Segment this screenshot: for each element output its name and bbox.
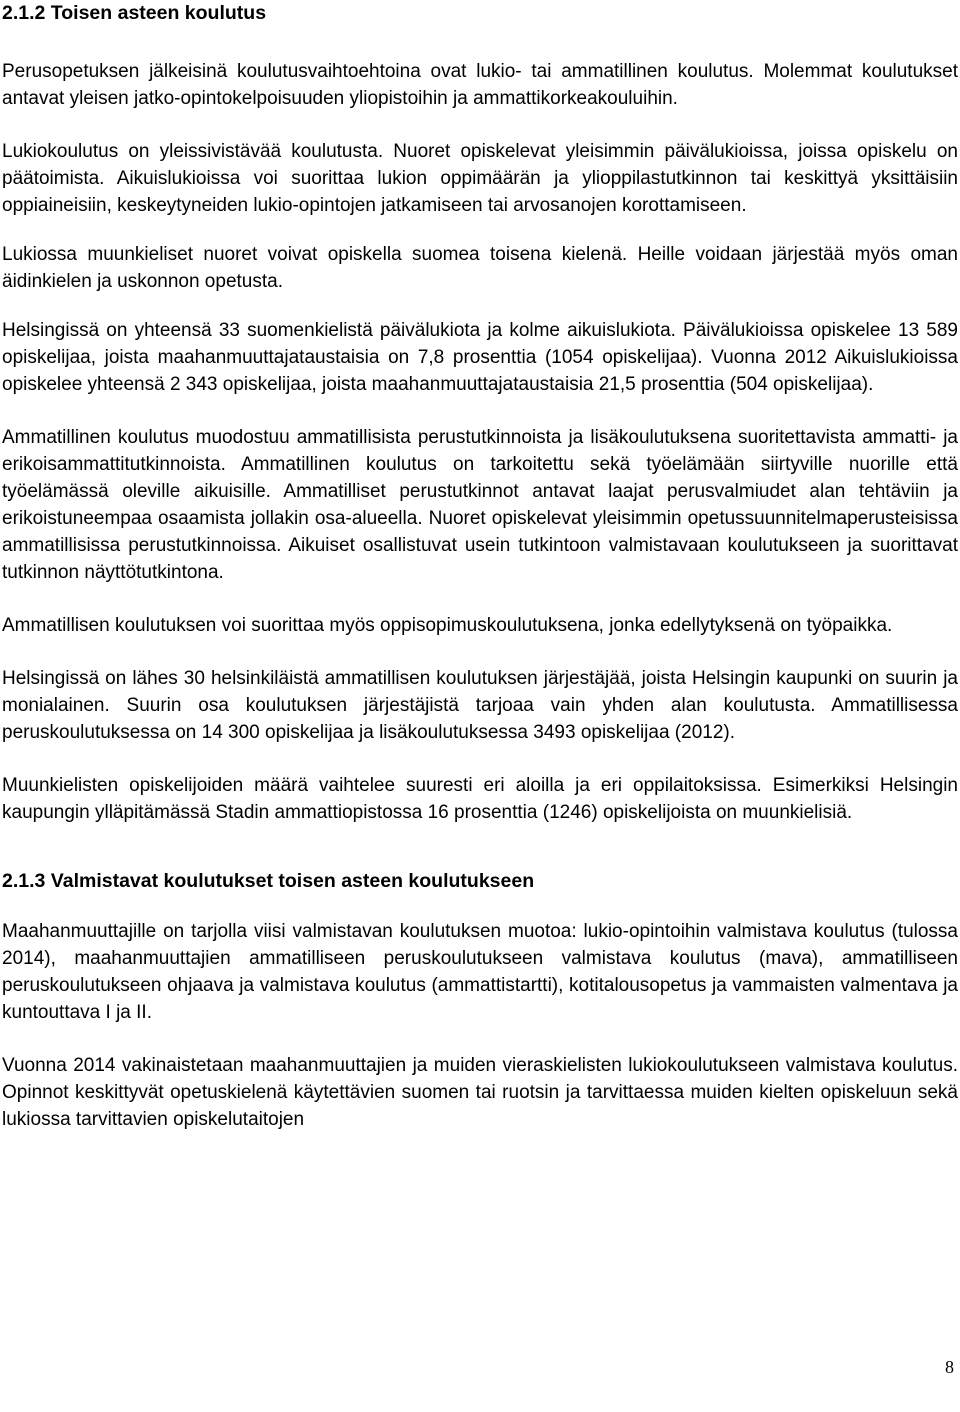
paragraph-vocational-education: Ammatillinen koulutus muodostuu ammatillisista perustutkinnoista ja lisäkoulutuksena suoritettavista ammatti- ja erikoisammattitutkinnoista. Ammatillinen koulutus on tarkoitettu sekä työelämään siirtyville nuorille että työelämässä oleville aikuisille. Ammatilliset perustutkinnot antavat laajat perusvalmiudet alan tehtäviin ja erikoistuneempaa osaamista jollakin osa-alueella. Nuoret opiskelevat yleisimmin opetussuunnitelmaperusteisissa ammatillisissa perustutkinnoissa. Aikuiset osallistuvat usein tutkintoon valmistavaan koulutukseen ja suorittavat tutkinnon näyttötutkintona. [2,427,958,583]
paragraph-apprenticeship: Ammatillisen koulutuksen voi suorittaa myös oppisopimuskoulutuksena, jonka edellytyksenä on työpaikka. [2,615,893,636]
paragraph-other-language-students: Lukiossa muunkieliset nuoret voivat opiskella suomea toisena kielenä. Heille voidaan järjestää myös oman äidinkielen ja uskonnon opetusta. [2,244,958,292]
page-number: 8 [945,1357,954,1377]
section-heading-2-1-2: 2.1.2 Toisen asteen koulutus [2,2,267,24]
paragraph-helsinki-upper-secondary-stats: Helsingissä on yhteensä 33 suomenkielistä päivälukiota ja kolme aikuislukiota. Päivälukioissa opiskelee 13 589 opiskelijaa, joista maahanmuuttajataustaisia on 7,8 prosenttia (1054 opiskelijaa). Vuonna 2012 Aikuislukioissa opiskelee yhteensä 2 343 opiskelijaa, joista maahanmuuttajataustaisia 21,5 prosenttia (504 opiskelijaa). [2,320,958,395]
section-heading-2-1-3: 2.1.3 Valmistavat koulutukset toisen asteen koulutukseen [2,870,535,892]
paragraph-preparatory-upper-secondary: Vuonna 2014 vakinaistetaan maahanmuuttajien ja muiden vieraskielisten lukiokoulutukseen valmistava koulutus. Opinnot keskittyvät opetuskielenä käytettävien suomen tai ruotsin ja tarvittaessa muiden kielten opiskeluun sekä lukiossa tarvittavien opiskelutaitojen [2,1055,958,1130]
paragraph-upper-secondary-options: Perusopetuksen jälkeisinä koulutusvaihtoehtoina ovat lukio- tai ammatillinen koulutus. Molemmat koulutukset antavat yleisen jatko-opintokelpoisuuden yliopistoihin ja ammattikorkeakouluihin. [2,61,958,109]
paragraph-other-language-vocational-students: Muunkielisten opiskelijoiden määrä vaihtelee suuresti eri aloilla ja eri oppilaitoksissa. Esimerkiksi Helsingin kaupungin ylläpitämässä Stadin ammattiopistossa 16 prosenttia (1246) opiskelijoista on muunkielisiä. [2,775,958,823]
paragraph-general-upper-secondary: Lukiokoulutus on yleissivistävää koulutusta. Nuoret opiskelevat yleisimmin päivälukioissa, joissa opiskelu on päätoimista. Aikuislukioissa voi suorittaa lukion oppimäärän ja ylioppilastutkinnon tai keskittyä yksittäisiin oppiaineisiin, keskeytyneiden lukio-opintojen jatkamiseen tai arvosanojen korottamiseen. [2,141,958,216]
paragraph-helsinki-vocational-providers: Helsingissä on lähes 30 helsinkiläistä ammatillisen koulutuksen järjestäjää, joista Helsingin kaupunki on suurin ja monialainen. Suurin osa koulutuksen järjestäjistä tarjoaa vain yhden alan koulutusta. Ammatillisessa peruskoulutuksessa on 14 300 opiskelijaa ja lisäkoulutuksessa 3493 opiskelijaa (2012). [2,668,958,743]
paragraph-preparatory-education-forms: Maahanmuuttajille on tarjolla viisi valmistavan koulutuksen muotoa: lukio-opintoihin valmistava koulutus (tulossa 2014), maahanmuuttajien ammatilliseen peruskoulutukseen valmistava koulutus (mava), ammatilliseen peruskoulutukseen ohjaava ja valmistava koulutus (ammattistartti), kotitalousopetus ja vammaisten valmentava ja kuntouttava I ja II. [2,921,958,1023]
document-page [2,0,958,1133]
